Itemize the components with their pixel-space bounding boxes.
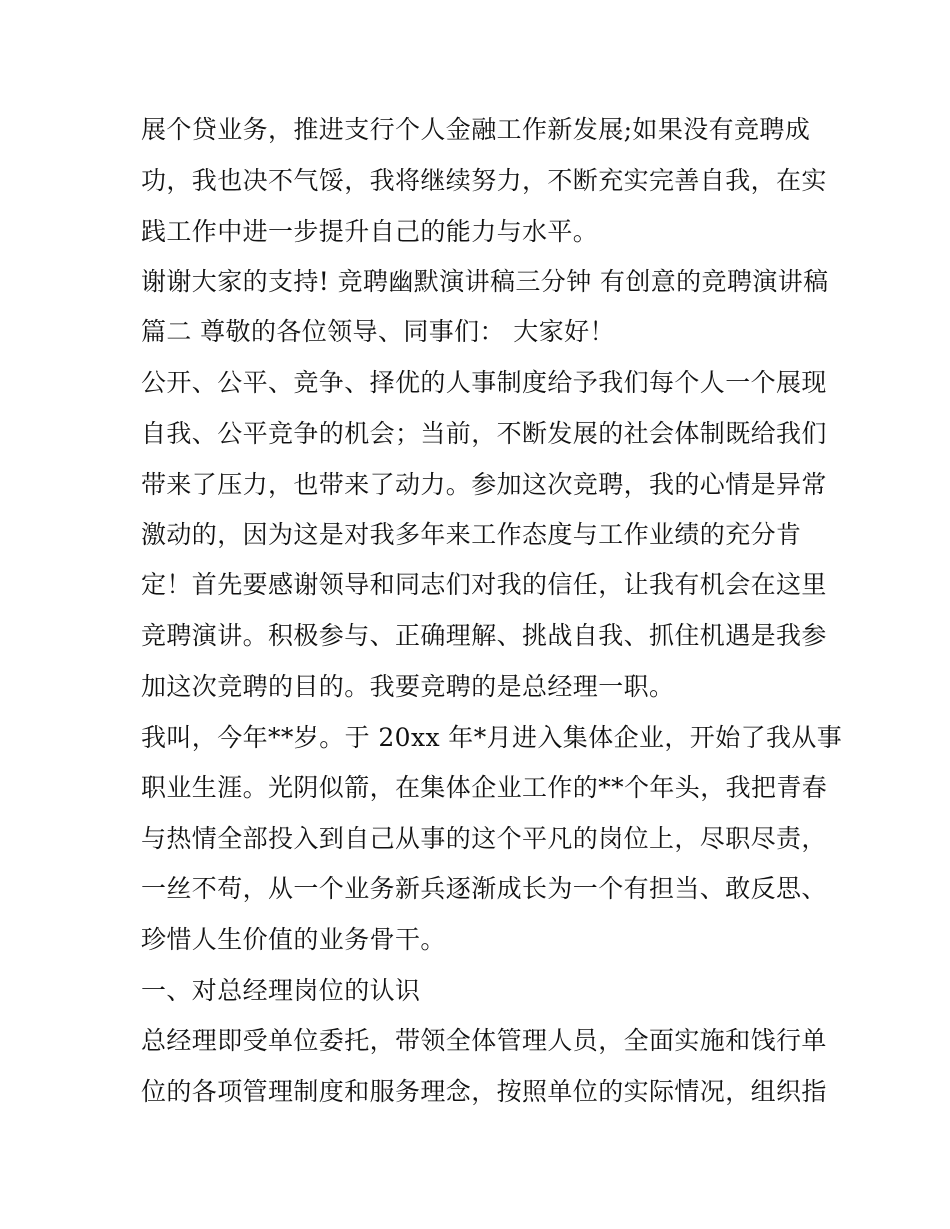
text-line: 谢谢大家的支持! 竞聘幽默演讲稿三分钟 有创意的竞聘演讲稿	[141, 267, 829, 296]
text-line: 功，我也决不气馁，我将继续努力，不断充实完善自我，在实	[141, 166, 827, 195]
text-line: 践工作中进一步提升自己的能力与水平。	[141, 217, 599, 246]
text-line: 珍惜人生价值的业务骨干。	[141, 925, 446, 954]
text-line: 篇二 尊敬的各位领导、同事们： 大家好！	[141, 317, 615, 346]
text-line: 与热情全部投入到自己从事的这个平凡的岗位上，尽职尽责，	[141, 824, 827, 853]
section-heading: 一、对总经理岗位的认识	[141, 976, 421, 1005]
text-line: 一丝不苟，从一个业务新兵逐渐成长为一个有担当、敢反思、	[141, 874, 827, 903]
text-line: 竞聘演讲。积极参与、正确理解、挑战自我、抓住机遇是我参	[141, 621, 827, 650]
text-line: 位的各项管理制度和服务理念，按照单位的实际情况，组织指	[141, 1077, 827, 1106]
text-line: 激动的，因为这是对我多年来工作态度与工作业绩的充分肯	[141, 520, 802, 549]
text-line: 自我、公平竞争的机会；当前，不断发展的社会体制既给我们	[141, 419, 827, 448]
text-line: 公开、公平、竞争、择优的人事制度给予我们每个人一个展现	[141, 368, 827, 397]
text-line: 定！首先要感谢领导和同志们对我的信任，让我有机会在这里	[141, 570, 827, 599]
text-line: 职业生涯。光阴似箭，在集体企业工作的**个年头，我把青春	[141, 773, 828, 802]
text-line: 展个贷业务，推进支行个人金融工作新发展;如果没有竞聘成	[141, 115, 811, 144]
text-line: 加这次竞聘的目的。我要竞聘的是总经理一职。	[141, 672, 675, 701]
text-line: 总经理即受单位委托，带领全体管理人员，全面实施和饯行单	[141, 1026, 827, 1055]
text-line: 带来了压力，也带来了动力。参加这次竞聘，我的心情是异常	[141, 470, 827, 499]
text-line: 我叫，今年**岁。于 20xx 年*月进入集体企业，开始了我从事	[141, 723, 843, 752]
